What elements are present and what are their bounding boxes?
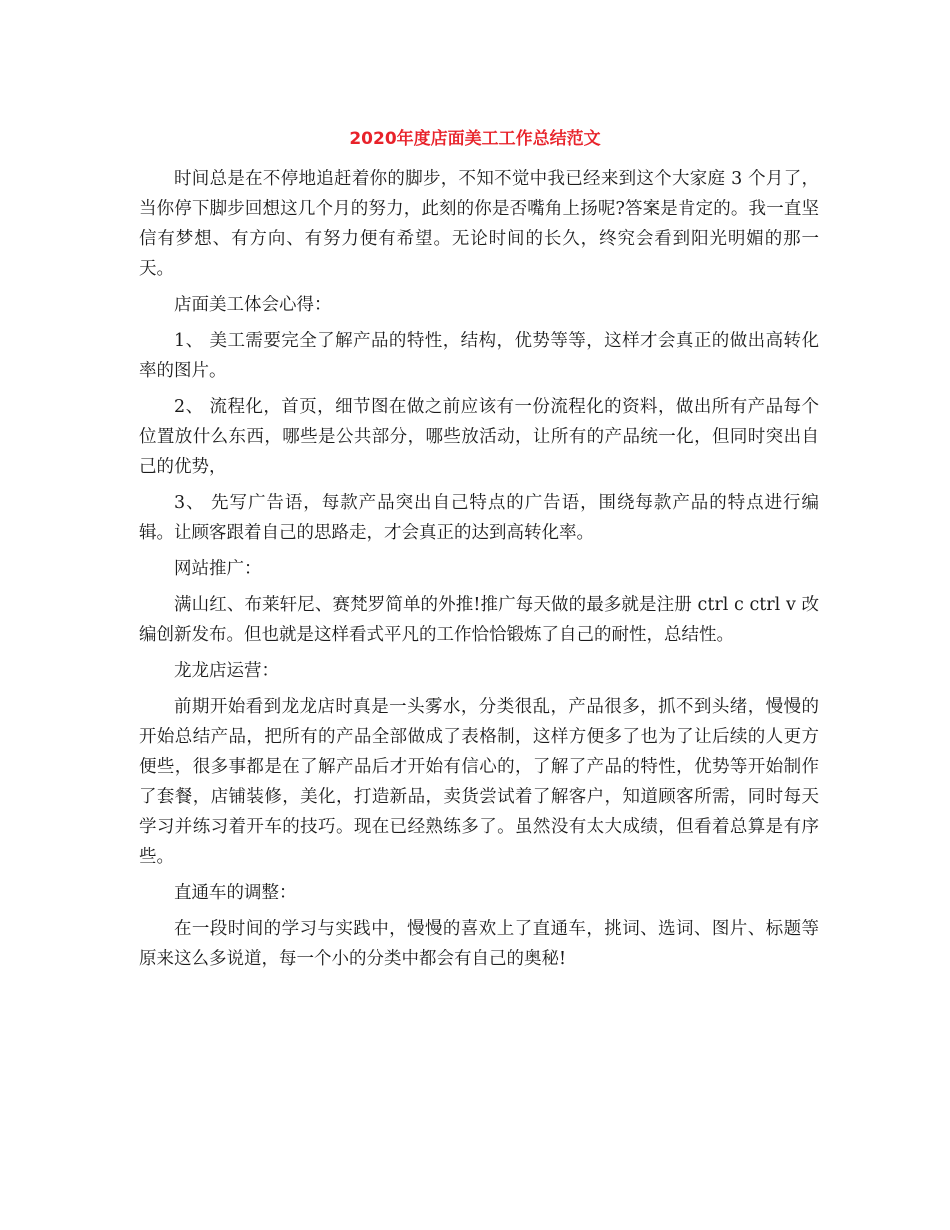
heading-ztc-adjustment: 直通车的调整： [174, 883, 297, 903]
paragraph-website-promotion: 满山红、布莱轩尼、赛梵罗简单的外推!推广每天做的最多就是注册 ctrl c ctrl v 改编创新发布。但也就是这样看式平凡的工作恰恰锻炼了自己的耐性，总结性。 [139, 595, 819, 645]
heading-website-promotion: 网站推广： [174, 559, 262, 579]
list-item-1: 1、 美工需要完全了解产品的特性，结构，优势等等，这样才会真正的做出高转化率的图片。 [139, 331, 819, 381]
heading-design-insights: 店面美工体会心得： [174, 295, 332, 315]
document-body [139, 164, 819, 980]
list-item-3: 3、 先写广告语，每款产品突出自己特点的广告语，围绕每款产品的特点进行编辑。让顾客跟着自己的思路走，才会真正的达到高转化率。 [139, 493, 819, 543]
paragraph-longlong-operation: 前期开始看到龙龙店时真是一头雾水，分类很乱，产品很多，抓不到头绪，慢慢的开始总结产品，把所有的产品全部做成了表格制，这样方便多了也为了让后续的人更方便些，很多事都是在了解产品后才开始有信心的，了解了产品的特性，优势等开始制作了套餐，店铺装修，美化，打造新品，卖货尝试着了解客户，知道顾客所需，同时每天学习并练习着开车的技巧。现在已经熟练多了。虽然没有太大成绩，但看着总算是有序些。 [139, 697, 819, 867]
list-item-2: 2、 流程化，首页，细节图在做之前应该有一份流程化的资料，做出所有产品每个位置放什么东西，哪些是公共部分，哪些放活动，让所有的产品统一化，但同时突出自己的优势， [139, 397, 819, 477]
document-title: 2020年度店面美工工作总结范文 [349, 129, 601, 149]
paragraph-ztc-adjustment: 在一段时间的学习与实践中，慢慢的喜欢上了直通车，挑词、选词、图片、标题等原来这么多说道，每一个小的分类中都会有自己的奥秘! [139, 919, 819, 969]
paragraph-intro: 时间总是在不停地追赶着你的脚步，不知不觉中我已经来到这个大家庭 3 个月了，当你停下脚步回想这几个月的努力，此刻的你是否嘴角上扬呢?答案是肯定的。我一直坚信有梦想、有方向、有努力便有希望。无论时间的长久，终究会看到阳光明媚的那一天。 [139, 169, 819, 279]
heading-longlong-operation: 龙龙店运营： [174, 661, 279, 681]
